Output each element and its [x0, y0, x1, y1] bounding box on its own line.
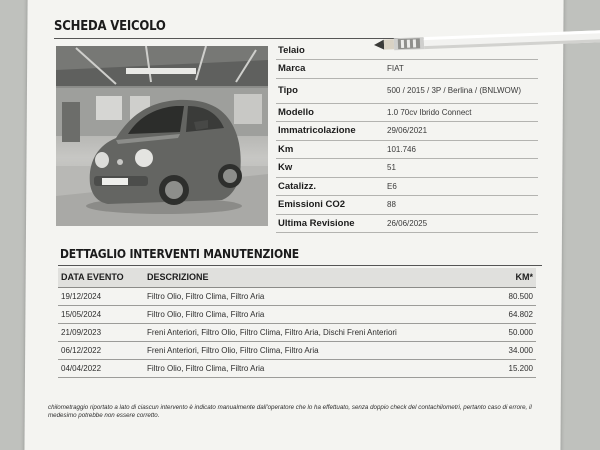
event-km: 15.200: [476, 359, 536, 377]
spec-row-kw: [276, 159, 538, 178]
maintenance-table: [58, 268, 536, 378]
table-row: [58, 341, 536, 359]
event-km: 50.000: [476, 323, 536, 341]
table-row: [58, 323, 536, 341]
spec-label: Marca: [276, 60, 385, 79]
spec-value: 101.746: [385, 140, 538, 159]
event-description: Filtro Olio, Filtro Clima, Filtro Aria: [144, 359, 476, 377]
footnote: chilometraggio riportato a lato di ciascun intervento è indicato manualmente dall'operatore che lo ha effettuato, senza doppio check del contachilometri, pertanto caso di errore, il medesimo potrebbe non essere corretto.: [48, 404, 532, 419]
spec-label: Catalizz.: [276, 177, 385, 196]
event-description: Filtro Olio, Filtro Clima, Filtro Aria: [144, 305, 476, 323]
spec-label: Ultima Revisione: [276, 214, 385, 233]
spec-label: Immatricolazione: [276, 122, 385, 141]
spec-row-emissioni: [276, 196, 538, 215]
header-km: KM*: [476, 268, 536, 287]
spec-label: Telaio: [276, 41, 385, 60]
header-description: DESCRIZIONE: [144, 268, 476, 287]
spec-value: E6: [385, 177, 538, 196]
event-km: 80.500: [476, 287, 536, 305]
spec-row-revisione: [276, 214, 538, 233]
spec-value: 88: [385, 196, 538, 215]
spec-row-modello: [276, 103, 538, 122]
event-date: 21/09/2023: [58, 323, 144, 341]
spec-label: Modello: [276, 103, 385, 122]
spec-row-tipo: [276, 78, 538, 103]
spec-value: 1.0 70cv Ibrido Connect: [385, 103, 538, 122]
event-date: 06/12/2022: [58, 341, 144, 359]
event-date: 19/12/2024: [58, 287, 144, 305]
event-description: Freni Anteriori, Filtro Olio, Filtro Clima, Filtro Aria, Dischi Freni Anteriori: [144, 323, 476, 341]
car-photo-drawing: [56, 46, 268, 226]
maintenance-section-title: DETTAGLIO INTERVENTI MANUTENZIONE: [60, 247, 299, 261]
spec-label: Emissioni CO2: [276, 196, 385, 215]
event-km: 34.000: [476, 341, 536, 359]
car-photo: [56, 46, 268, 226]
spec-label: Tipo: [276, 78, 385, 103]
spec-row-immatricolazione: [276, 122, 538, 141]
spec-value: 26/06/2025: [385, 214, 538, 233]
table-row: [58, 305, 536, 323]
table-row: [58, 359, 536, 377]
spec-row-marca: [276, 60, 538, 79]
spec-value: 500 / 2015 / 3P / Berlina / (BNLWOW): [385, 78, 538, 103]
table-row: [58, 287, 536, 305]
event-description: Freni Anteriori, Filtro Olio, Filtro Clima, Filtro Aria: [144, 341, 476, 359]
spec-row-km: [276, 140, 538, 159]
spec-value: 51: [385, 159, 538, 178]
maintenance-header-row: [58, 268, 536, 287]
spec-row-catalizz: [276, 177, 538, 196]
vehicle-spec-table: [276, 41, 538, 233]
vehicle-section-title: SCHEDA VEICOLO: [54, 19, 166, 34]
spec-value: FIAT: [385, 60, 538, 79]
event-date: 15/05/2024: [58, 305, 144, 323]
spec-value: 29/06/2021: [385, 122, 538, 141]
spec-label: Kw: [276, 159, 385, 178]
event-description: Filtro Olio, Filtro Clima, Filtro Aria: [144, 287, 476, 305]
maintenance-divider: [58, 265, 542, 266]
spec-label: Km: [276, 140, 385, 159]
header-date: DATA EVENTO: [58, 268, 144, 287]
event-date: 04/04/2022: [58, 359, 144, 377]
event-km: 64.802: [476, 305, 536, 323]
